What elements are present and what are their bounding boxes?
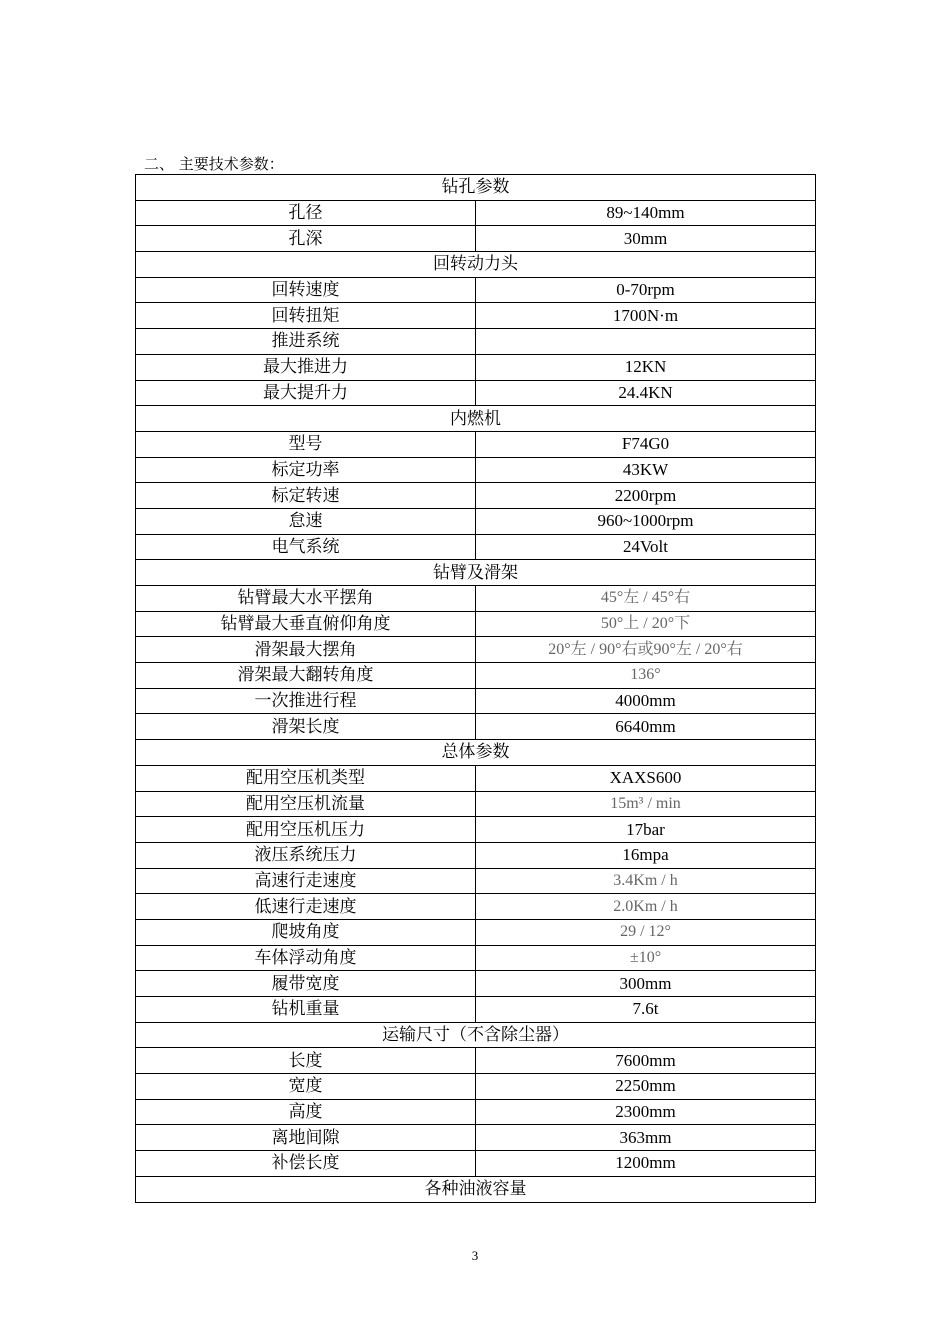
section-header-row — [136, 1176, 816, 1202]
param-label: 标定功率 — [136, 457, 476, 483]
param-value: 136° — [476, 663, 816, 689]
spec-table-body — [136, 175, 816, 1203]
param-value — [476, 329, 816, 355]
param-label: 低速行走速度 — [136, 894, 476, 920]
param-value: F74G0 — [476, 431, 816, 457]
table-row — [136, 791, 816, 817]
section-heading: 二、 主要技术参数： — [144, 155, 284, 173]
param-value: 50°上 / 20°下 — [476, 611, 816, 637]
param-value: 2200rpm — [476, 483, 816, 509]
section-header-row — [136, 175, 816, 201]
param-value: 960~1000rpm — [476, 508, 816, 534]
table-row — [136, 919, 816, 945]
param-value: 7.6t — [476, 997, 816, 1023]
param-value: 45°左 / 45°右 — [476, 586, 816, 612]
table-row — [136, 226, 816, 252]
param-label: 补偿长度 — [136, 1151, 476, 1177]
table-row — [136, 817, 816, 843]
section-title: 内燃机 — [136, 406, 816, 432]
table-row — [136, 277, 816, 303]
param-value: 7600mm — [476, 1048, 816, 1074]
section-title: 回转动力头 — [136, 252, 816, 278]
table-row — [136, 894, 816, 920]
table-row — [136, 637, 816, 663]
table-row — [136, 663, 816, 689]
table-row — [136, 688, 816, 714]
param-value: 29 / 12° — [476, 919, 816, 945]
param-value: 89~140mm — [476, 200, 816, 226]
section-header-row — [136, 1022, 816, 1048]
param-label: 滑架长度 — [136, 714, 476, 740]
table-row — [136, 431, 816, 457]
table-row — [136, 508, 816, 534]
param-value: 2250mm — [476, 1074, 816, 1100]
section-header-row — [136, 560, 816, 586]
param-value: 4000mm — [476, 688, 816, 714]
param-label: 液压系统压力 — [136, 842, 476, 868]
table-row — [136, 714, 816, 740]
param-label: 离地间隙 — [136, 1125, 476, 1151]
table-row — [136, 1048, 816, 1074]
param-label: 钻臂最大水平摆角 — [136, 586, 476, 612]
param-value: 30mm — [476, 226, 816, 252]
table-row — [136, 303, 816, 329]
param-label: 高速行走速度 — [136, 868, 476, 894]
table-row — [136, 380, 816, 406]
section-title: 各种油液容量 — [136, 1176, 816, 1202]
table-row — [136, 1151, 816, 1177]
table-row — [136, 611, 816, 637]
param-label: 回转扭矩 — [136, 303, 476, 329]
param-label: 车体浮动角度 — [136, 945, 476, 971]
param-value: 12KN — [476, 354, 816, 380]
param-label: 一次推进行程 — [136, 688, 476, 714]
table-row — [136, 1125, 816, 1151]
param-value: 20°左 / 90°右或90°左 / 20°右 — [476, 637, 816, 663]
param-label: 孔径 — [136, 200, 476, 226]
param-label: 钻机重量 — [136, 997, 476, 1023]
table-row — [136, 945, 816, 971]
param-label: 滑架最大翻转角度 — [136, 663, 476, 689]
param-label: 标定转速 — [136, 483, 476, 509]
param-value: 24.4KN — [476, 380, 816, 406]
param-label: 爬坡角度 — [136, 919, 476, 945]
table-row — [136, 483, 816, 509]
param-value: 363mm — [476, 1125, 816, 1151]
table-row — [136, 765, 816, 791]
param-value: 17bar — [476, 817, 816, 843]
table-row — [136, 1099, 816, 1125]
param-value: ±10° — [476, 945, 816, 971]
section-title: 运输尺寸（不含除尘器） — [136, 1022, 816, 1048]
param-value: 0-70rpm — [476, 277, 816, 303]
table-row — [136, 997, 816, 1023]
param-label: 长度 — [136, 1048, 476, 1074]
section-header-row — [136, 740, 816, 766]
section-title: 钻臂及滑架 — [136, 560, 816, 586]
section-title: 总体参数 — [136, 740, 816, 766]
param-label: 型号 — [136, 431, 476, 457]
param-label: 最大推进力 — [136, 354, 476, 380]
param-label: 配用空压机压力 — [136, 817, 476, 843]
param-value: 15m³ / min — [476, 791, 816, 817]
param-label: 滑架最大摆角 — [136, 637, 476, 663]
table-row — [136, 586, 816, 612]
param-value: 2300mm — [476, 1099, 816, 1125]
table-row — [136, 868, 816, 894]
spec-table — [135, 174, 816, 1203]
page-number: 3 — [471, 1248, 479, 1263]
param-value: 6640mm — [476, 714, 816, 740]
param-value: 3.4Km / h — [476, 868, 816, 894]
param-value: 43KW — [476, 457, 816, 483]
table-row — [136, 457, 816, 483]
table-row — [136, 354, 816, 380]
param-value: 16mpa — [476, 842, 816, 868]
param-value: 2.0Km / h — [476, 894, 816, 920]
param-label: 履带宽度 — [136, 971, 476, 997]
section-header-row — [136, 406, 816, 432]
param-value: 300mm — [476, 971, 816, 997]
table-row — [136, 329, 816, 355]
table-row — [136, 1074, 816, 1100]
param-label: 最大提升力 — [136, 380, 476, 406]
param-label: 推进系统 — [136, 329, 476, 355]
table-row — [136, 842, 816, 868]
table-row — [136, 971, 816, 997]
section-title: 钻孔参数 — [136, 175, 816, 201]
param-label: 配用空压机类型 — [136, 765, 476, 791]
param-label: 配用空压机流量 — [136, 791, 476, 817]
section-header-row — [136, 252, 816, 278]
param-label: 回转速度 — [136, 277, 476, 303]
param-label: 怠速 — [136, 508, 476, 534]
param-value: XAXS600 — [476, 765, 816, 791]
param-value: 1200mm — [476, 1151, 816, 1177]
param-label: 高度 — [136, 1099, 476, 1125]
param-value: 24Volt — [476, 534, 816, 560]
table-row — [136, 534, 816, 560]
param-label: 电气系统 — [136, 534, 476, 560]
param-label: 孔深 — [136, 226, 476, 252]
table-row — [136, 200, 816, 226]
param-value: 1700N·m — [476, 303, 816, 329]
param-label: 宽度 — [136, 1074, 476, 1100]
param-label: 钻臂最大垂直俯仰角度 — [136, 611, 476, 637]
